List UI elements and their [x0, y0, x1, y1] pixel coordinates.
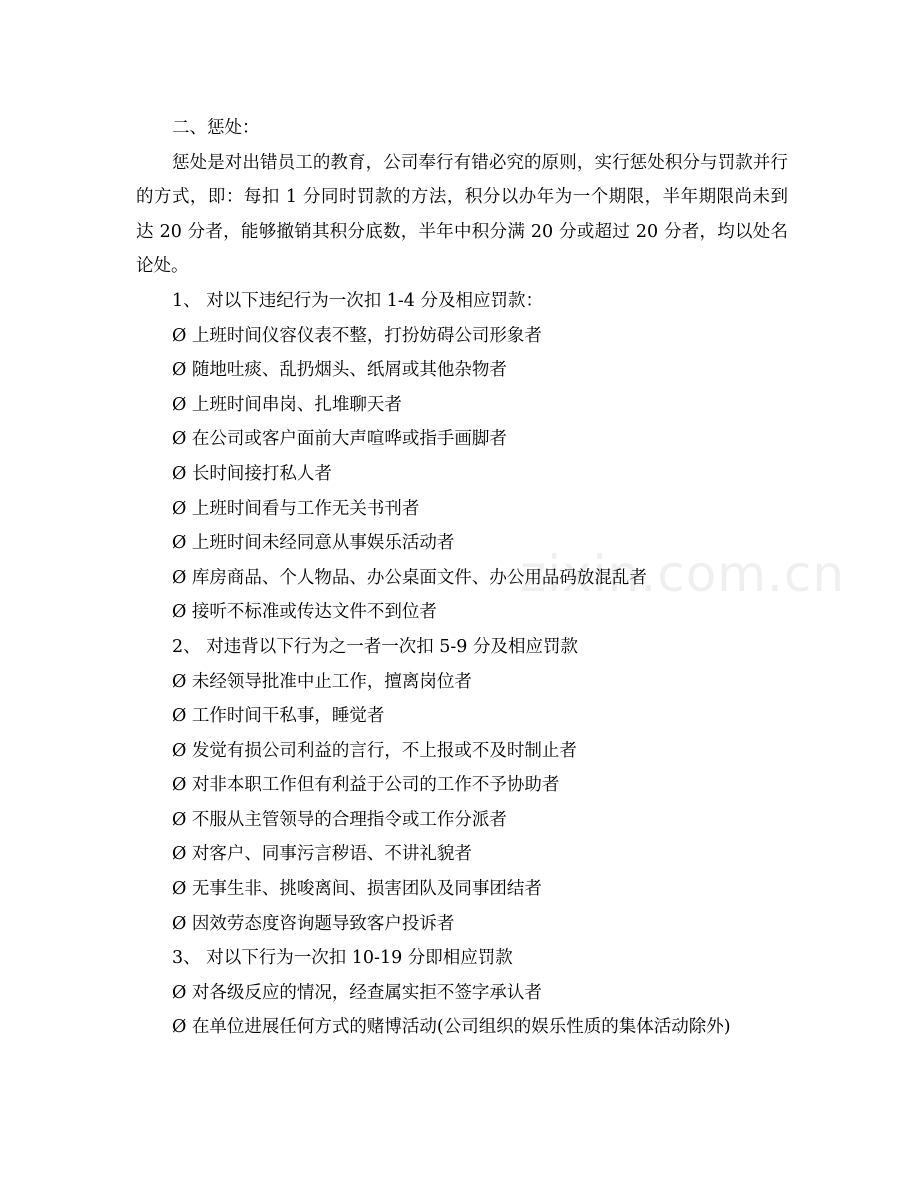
rule-group-title: 2、 对违背以下行为之一者一次扣 5-9 分及相应罚款	[172, 636, 579, 657]
intro-paragraph: 惩处是对出错员工的教育，公司奉行有错必究的原则，实行惩处积分与罚款并行的方式，即：每扣 1 分同时罚款的方法，积分以办年为一个期限，半年期限尚未到达 20 分者，能够撤销其积分底数，半年中积分满 20 分或超过 20 分者，均以处名论处。	[136, 152, 788, 277]
rule-item: Ø 在公司或客户面前大声喧哗或指手画脚者	[172, 429, 507, 450]
section-heading: 二、惩处：	[172, 118, 260, 138]
rule-item: Ø 上班时间看与工作无关书刊者	[172, 498, 420, 519]
rule-item: Ø 对各级反应的情况，经查属实拒不签字承认者	[172, 982, 542, 1003]
rule-item: Ø 对客户、同事污言秽语、不讲礼貌者	[172, 844, 472, 865]
rule-group-title: 1、 对以下违纪行为一次扣 1-4 分及相应罚款：	[172, 290, 544, 311]
rule-item: Ø 发觉有损公司利益的言行，不上报或不及时制止者	[172, 740, 577, 761]
rule-item: Ø 工作时间干私事，睡觉者	[172, 706, 385, 727]
rule-item: Ø 接听不标准或传达文件不到位者	[172, 602, 437, 623]
rule-item: Ø 未经领导批准中止工作，擅离岗位者	[172, 671, 472, 692]
rule-item: Ø 因效劳态度咨询题导致客户投诉者	[172, 913, 455, 934]
rule-item: Ø 库房商品、个人物品、办公桌面文件、办公用品码放混乱者	[172, 567, 647, 588]
rule-item: Ø 上班时间串岗、扎堆聊天者	[172, 394, 402, 415]
watermark: zixin.com.cn	[520, 545, 846, 603]
rule-item: Ø 不服从主管领导的合理指令或工作分派者	[172, 809, 507, 830]
rule-item: Ø 上班时间未经同意从事娱乐活动者	[172, 533, 455, 554]
rule-item: Ø 随地吐痰、乱扔烟头、纸屑或其他杂物者	[172, 360, 507, 381]
rule-item: Ø 上班时间仪容仪表不整，打扮妨碍公司形象者	[172, 325, 542, 346]
rule-item: Ø 无事生非、挑唆离间、损害团队及同事团结者	[172, 879, 542, 900]
rule-group-title: 3、 对以下行为一次扣 10-19 分即相应罚款	[172, 948, 513, 969]
rule-item: Ø 在单位进展任何方式的赌博活动(公司组织的娱乐性质的集体活动除外)	[172, 1017, 731, 1038]
rule-item: Ø 长时间接打私人者	[172, 463, 332, 484]
rule-item: Ø 对非本职工作但有利益于公司的工作不予协助者	[172, 775, 560, 796]
